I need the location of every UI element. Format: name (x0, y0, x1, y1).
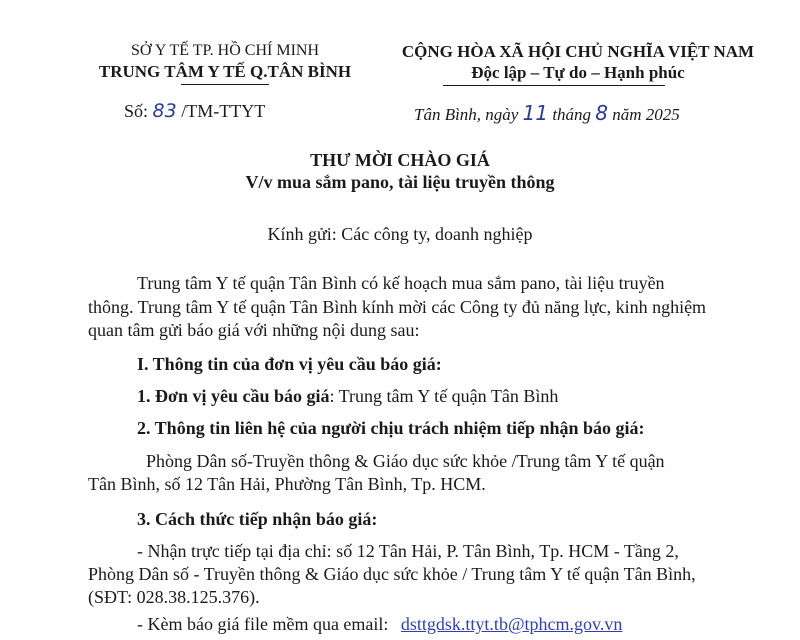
recipient-line: Kính gửi: Các công ty, doanh nghiệp (267, 224, 533, 244)
reference-suffix: /TM-TTYT (181, 101, 266, 121)
intro-line-2: thông. Trung tâm Y tế quận Tân Bình kính mời các Công ty đủ năng lực, kinh nghiệm (88, 297, 707, 317)
motto-underline (443, 85, 665, 86)
reference-prefix: Số: (124, 101, 149, 121)
document-title: THƯ MỜI CHÀO GIÁ (310, 150, 490, 170)
contact-heading: 2. Thông tin liên hệ của người chịu trách nhiệm tiếp nhận báo giá: (137, 418, 645, 438)
issuer-underline (181, 84, 269, 85)
email-link[interactable]: dsttgdsk.ttyt.tb@tphcm.gov.vn (400, 614, 623, 634)
requesting-unit-label: 1. Đơn vị yêu cầu báo giá (137, 386, 330, 406)
date-month-label: tháng (552, 105, 592, 124)
email-line (137, 613, 622, 635)
receiving-method-heading: 3. Cách thức tiếp nhận báo giá: (137, 509, 378, 529)
date-year: năm 2025 (612, 105, 680, 124)
date-day-handwritten: 11 (522, 101, 549, 125)
receiving-line-3: (SĐT: 028.38.125.376). (88, 587, 260, 607)
date-month-handwritten: 8 (595, 101, 609, 125)
reference-number (124, 100, 265, 122)
email-prefix: - Kèm báo giá file mềm qua email: (137, 614, 389, 634)
issuer-name: TRUNG TÂM Y TẾ Q.TÂN BÌNH (98, 62, 352, 81)
requesting-unit-value: : Trung tâm Y tế quận Tân Bình (329, 386, 559, 406)
date-prefix: Tân Bình, ngày (414, 105, 519, 124)
requesting-unit (137, 385, 558, 407)
reference-handwritten-number: 83 (152, 100, 177, 122)
receiving-line-2: Phòng Dân số - Truyền thông & Giáo dục sức khỏe / Trung tâm Y tế quận Tân Bình, (88, 564, 696, 584)
intro-line-1: Trung tâm Y tế quận Tân Bình có kế hoạch mua sắm pano, tài liệu truyền (137, 273, 665, 293)
national-motto: Độc lập – Tự do – Hạnh phúc (471, 63, 685, 82)
national-title: CỘNG HÒA XÃ HỘI CHỦ NGHĨA VIỆT NAM (401, 42, 755, 61)
receiving-line-1: - Nhận trực tiếp tại địa chỉ: số 12 Tân Hải, P. Tân Bình, Tp. HCM - Tầng 2, (137, 541, 679, 561)
issue-date (414, 101, 680, 125)
issuer-department: SỞ Y TẾ TP. HỒ CHÍ MINH (130, 42, 319, 59)
contact-line-2: Tân Bình, số 12 Tân Hải, Phường Tân Bình, Tp. HCM. (88, 474, 486, 494)
intro-line-3: quan tâm gửi báo giá với những nội dung sau: (88, 320, 420, 340)
contact-line-1: Phòng Dân số-Truyền thông & Giáo dục sức khỏe /Trung tâm Y tế quận (146, 451, 665, 471)
section-1-heading: I. Thông tin của đơn vị yêu cầu báo giá: (137, 354, 442, 374)
document-subject: V/v mua sắm pano, tài liệu truyền thông (245, 172, 555, 192)
